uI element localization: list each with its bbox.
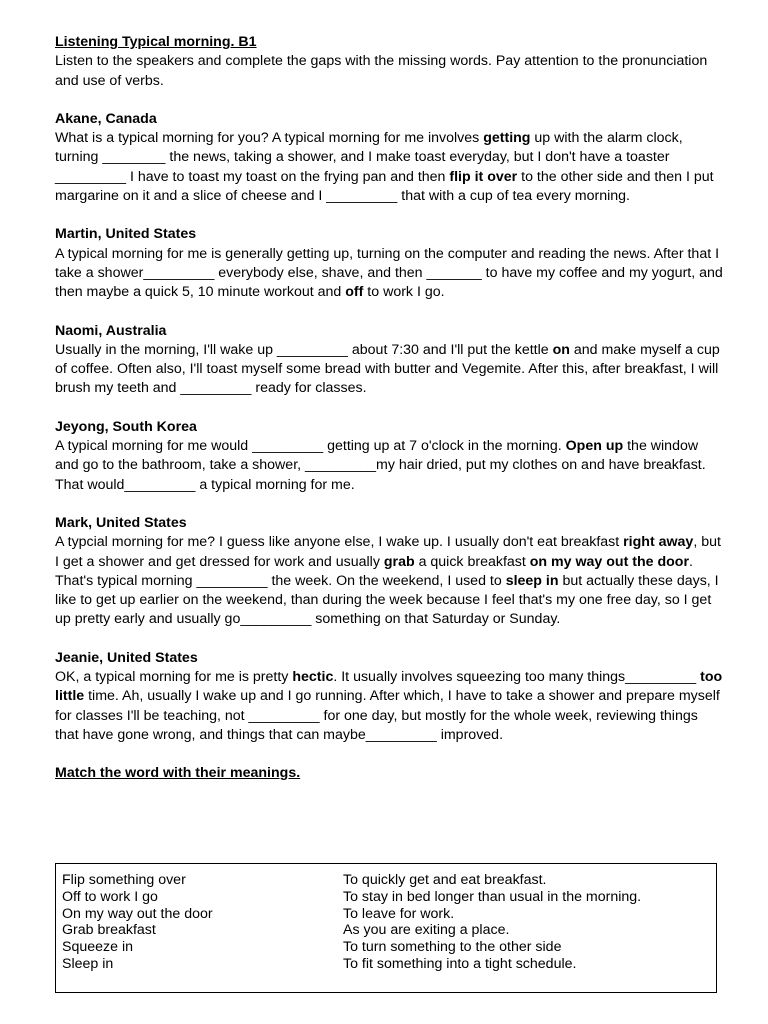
bold-phrase: grab: [383, 553, 415, 570]
speaker-text: [55, 668, 725, 745]
bold-phrase: off: [345, 284, 364, 301]
instructions: Listen to the speakers and complete the gaps with the missing words. Pay attention to the pronunciation and use of verbs.: [55, 53, 708, 89]
text-run: A typical morning for me is generally getting up, turning on the computer and reading the news. After that I take a shower_________ everybody else, shave, and then _______ to have my coffee and my yogurt, and then maybe a quick 5, 10 minute workout and: [55, 245, 723, 301]
match-word: Squeeze in: [62, 939, 133, 956]
bold-phrase: hectic: [292, 669, 334, 686]
bold-phrase: flip it over: [449, 168, 518, 185]
match-meaning: To turn something to the other side: [343, 939, 562, 956]
speaker-text: [55, 533, 725, 629]
match-title: Match the word with their meanings.: [55, 765, 301, 782]
meaning-column: [343, 872, 641, 973]
speaker-text: [55, 129, 725, 206]
speaker-name: Mark, United States: [55, 514, 187, 531]
bold-phrase: getting: [483, 130, 531, 147]
match-meaning: As you are exiting a place.: [343, 922, 510, 939]
speaker-name: Jeanie, United States: [55, 649, 198, 666]
worksheet: [55, 33, 725, 784]
bold-phrase: too little: [55, 669, 723, 705]
text-run: the window and go to the bathroom, take a shower, _________my hair dried, put my clothes on and have breakfast. That would_________ a typical morning for me.: [55, 438, 706, 493]
speaker-name: Jeyong, South Korea: [55, 418, 197, 435]
bold-phrase: on: [552, 341, 570, 358]
match-meaning: To stay in bed longer than usual in the morning.: [343, 888, 642, 905]
match-word: Grab breakfast: [62, 922, 156, 939]
text-run: a quick breakfast: [414, 553, 530, 570]
match-word: Sleep in: [62, 955, 114, 972]
match-meaning: To fit something into a tight schedule.: [343, 955, 577, 972]
text-run: . It usually involves squeezing too many things_________: [333, 669, 701, 686]
speaker-list: [55, 110, 725, 745]
text-run: OK, a typical morning for me is pretty: [55, 669, 293, 686]
match-meaning: To leave for work.: [343, 905, 455, 922]
word-column: [62, 872, 213, 973]
match-word: Off to work I go: [62, 888, 158, 905]
bold-phrase: sleep in: [505, 572, 559, 589]
speaker-text: [55, 341, 725, 399]
match-meaning: To quickly get and eat breakfast.: [343, 872, 547, 888]
text-run: to the other side and then I put margarine on it and a slice of cheese and I _________ that with a cup of tea every morning.: [55, 168, 714, 205]
match-word: Flip something over: [62, 872, 186, 888]
bold-phrase: on my way out the door: [529, 553, 689, 570]
text-run: What is a typical morning for you? A typical morning for me involves: [55, 130, 484, 147]
speaker-text: [55, 437, 725, 495]
worksheet-title: Listening Typical morning. B1: [55, 34, 257, 50]
text-run: but actually these days, I like to get up earlier on the weekend, than during the week because I feel that's my one free day, so I get up pretty early and usually go_________ something on that Saturday or Sunday.: [55, 572, 719, 628]
speaker-section: [55, 649, 725, 745]
speaker-section: [55, 225, 725, 302]
text-run: time. Ah, usually I wake up and I go running. After which, I have to take a shower and prepare myself for classes I'll be teaching, not _________ for one day, but mostly for the whole week, reviewing things that have gone wrong, and things that can maybe_________ improved.: [55, 688, 720, 743]
text-run: up with the alarm clock, turning ________ the news, taking a shower, and I make toast everyday, but I don't have a toaster _________ I have to toast my toast on the frying pan and then: [55, 130, 683, 185]
speaker-name: Naomi, Australia: [55, 322, 167, 339]
text-run: A typical morning for me would _________ getting up at 7 o'clock in the morning.: [55, 438, 566, 455]
text-run: , but I get a shower and get dressed for work and usually: [55, 534, 721, 570]
speaker-section: [55, 514, 725, 630]
text-run: Usually in the morning, I'll wake up _________ about 7:30 and I'll put the kettle: [55, 341, 553, 358]
text-run: to work I go.: [363, 284, 445, 301]
match-word: On my way out the door: [62, 905, 213, 922]
speaker-name: Akane, Canada: [55, 110, 157, 127]
speaker-section: [55, 418, 725, 495]
bold-phrase: Open up: [565, 438, 624, 455]
text-run: . That's typical morning _________ the week. On the weekend, I used to: [55, 553, 693, 589]
text-run: and make myself a cup of coffee. Often also, I'll toast myself some bread with butter and Vegemite. After this, after breakfast, I will brush my teeth and _________ ready for classes.: [55, 341, 720, 397]
text-run: A typcial morning for me? I guess like anyone else, I wake up. I usually don't eat breakfast: [55, 534, 624, 551]
speaker-name: Martin, United States: [55, 226, 197, 243]
speaker-section: [55, 110, 725, 206]
speaker-text: [55, 245, 725, 303]
match-table: [55, 863, 717, 993]
speaker-section: [55, 322, 725, 399]
bold-phrase: right away: [623, 534, 694, 551]
